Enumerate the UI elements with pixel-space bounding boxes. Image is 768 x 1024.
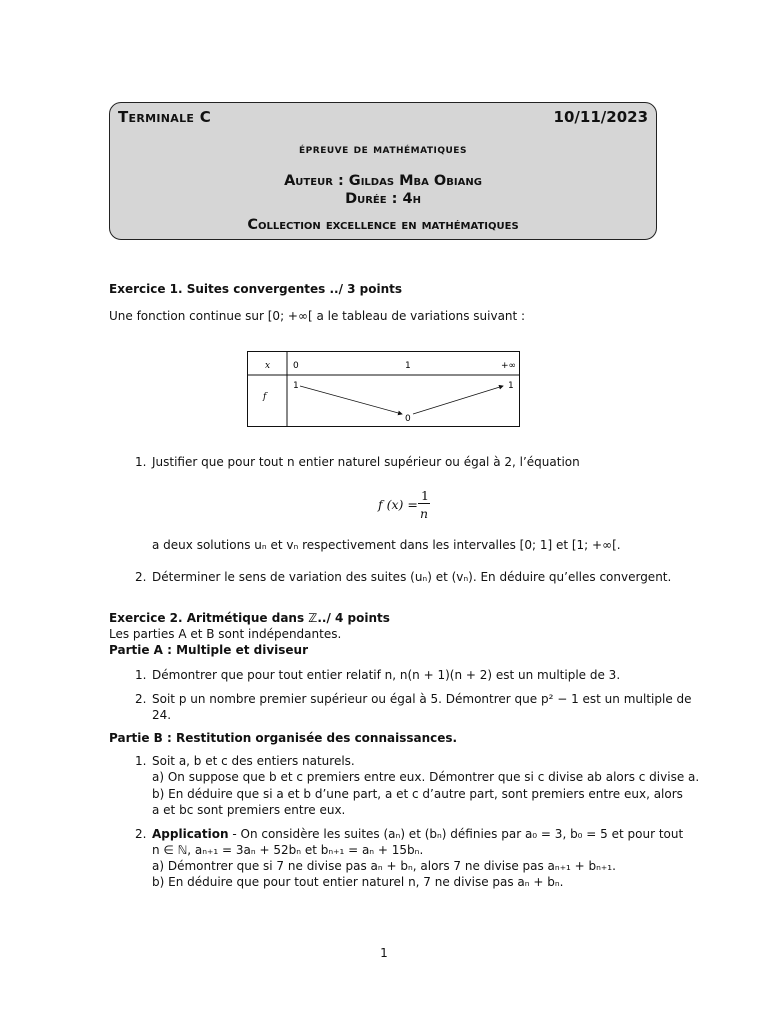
ex2-b2-line3: a) Démontrer que si 7 ne divise pas aₙ + bₙ, alors 7 ne divise pas aₙ₊₁ + bₙ₊₁. <box>152 859 616 873</box>
application-text: - On considère les suites (aₙ) et (bₙ) définies par a₀ = 3, b₀ = 5 et pour tout <box>228 827 684 841</box>
application-label: Application <box>152 827 229 841</box>
table-x-value-0: 0 <box>293 361 299 371</box>
exercise-2-title: Exercice 2. Aritmétique dans ℤ../ 4 points <box>109 611 390 625</box>
ex2-a2-number: 2. <box>135 692 147 706</box>
ex2-a1-text: Démontrer que pour tout entier relatif n, n(n + 1)(n + 2) est un multiple de 3. <box>152 668 621 682</box>
exercise-1-intro: Une fonction continue sur [0; +∞[ a le tableau de variations suivant : <box>109 309 526 323</box>
ex2-b2-line4: b) En déduire que pour tout entier naturel n, 7 ne divise pas aₙ + bₙ. <box>152 875 564 889</box>
exam-date: 10/11/2023 <box>553 108 648 126</box>
ex2-b1-line3: b) En déduire que si a et b d’une part, a et c d’autre part, sont premiers entre eux, alors <box>152 787 683 801</box>
ex2-b1-number: 1. <box>135 754 147 768</box>
part-b-title: Partie B : Restitution organisée des connaissances. <box>109 731 458 745</box>
table-f-label: f <box>263 392 267 402</box>
table-f-value-0: 1 <box>293 381 299 391</box>
table-f-value-1: 0 <box>405 414 411 424</box>
ex2-b1-line2: a) On suppose que b et c premiers entre eux. Démontrer que si c divise ab alors c divise a. <box>152 770 700 784</box>
fraction-bar <box>418 503 430 504</box>
part-a-title: Partie A : Multiple et diviseur <box>109 643 308 657</box>
collection-line: Collection excellence en mathématiques <box>247 217 519 233</box>
ex2-b1-line1: Soit a, b et c des entiers naturels. <box>152 754 355 768</box>
class-label: Terminale C <box>118 108 212 126</box>
epreuve-title: épreuve de mathématiques <box>299 141 467 156</box>
ex2-b1-line4: a et bc sont premiers entre eux. <box>152 803 346 817</box>
ex2-b2-line1 <box>152 827 683 841</box>
equation-denominator: n <box>420 506 429 521</box>
ex1-q1-text: Justifier que pour tout n entier naturel supérieur ou égal à 2, l’équation <box>152 455 580 469</box>
exercise-1-title: Exercice 1. Suites convergentes ../ 3 points <box>109 282 403 296</box>
ex2-b2-line2: n ∈ ℕ, aₙ₊₁ = 3aₙ + 52bₙ et bₙ₊₁ = aₙ + 15bₙ. <box>152 843 424 857</box>
variation-table <box>247 351 520 427</box>
ex2-a2-text-line1: Soit p un nombre premier supérieur ou égal à 5. Démontrer que p² − 1 est un multiple de <box>152 692 692 706</box>
table-x-value-1: 1 <box>405 361 411 371</box>
table-f-value-2: 1 <box>508 381 514 391</box>
table-x-label: x <box>265 361 271 371</box>
page-number: 1 <box>380 946 388 960</box>
author-line: Auteur : Gildas Mba Obiang <box>284 173 482 189</box>
exercise-2-intro: Les parties A et B sont indépendantes. <box>109 627 342 641</box>
equation-numerator: 1 <box>421 488 429 503</box>
exam-header-box <box>109 102 657 240</box>
ex1-q2-text: Déterminer le sens de variation des suites (uₙ) et (vₙ). En déduire qu’elles convergent. <box>152 570 672 584</box>
ex2-b2-number: 2. <box>135 827 147 841</box>
table-x-value-2: +∞ <box>501 361 517 371</box>
table-border <box>248 352 520 427</box>
increasing-arrow <box>413 386 503 414</box>
ex2-a1-number: 1. <box>135 668 147 682</box>
equation-lhs: f (x) = <box>378 497 418 512</box>
duration-line: Durée : 4h <box>345 191 421 207</box>
decreasing-arrow <box>300 386 402 414</box>
ex1-q2-number: 2. <box>135 570 147 584</box>
ex2-a2-text-line2: 24. <box>152 708 172 722</box>
ex1-q1-continuation: a deux solutions uₙ et vₙ respectivement dans les intervalles [0; 1] et [1; +∞[. <box>152 538 621 552</box>
ex1-q1-number: 1. <box>135 455 147 469</box>
